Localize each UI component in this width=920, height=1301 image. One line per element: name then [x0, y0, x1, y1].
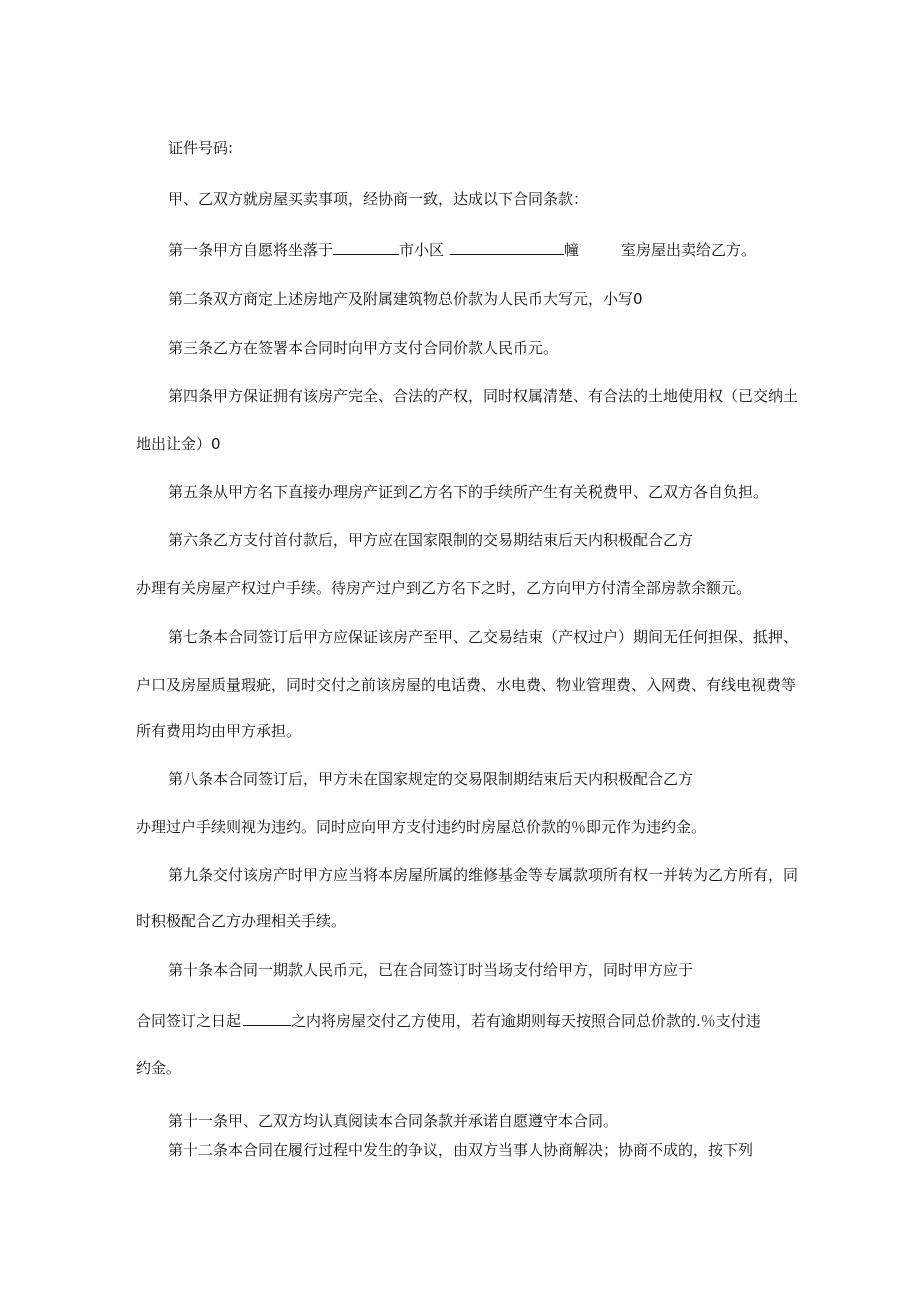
- article-8-line2: 办理过户手续则视为违约。同时应向甲方支付违约时房屋总价款的％即元作为违约金。: [136, 818, 707, 836]
- article-10-line2-part2: 之内将房屋交付乙方使用，若有逾期则每天按照合同总价款的.％支付违: [291, 1012, 761, 1030]
- article-10-line3: 约金。: [136, 1059, 182, 1077]
- article-9-line2: 时积极配合乙方办理相关手续。: [136, 912, 347, 930]
- location-blank[interactable]: [333, 239, 399, 255]
- article-5: 第五条从甲方名下直接办理房产证到乙方名下的手续所产生有关税费甲、乙双方各自负担。: [168, 483, 769, 501]
- intro-paragraph: 甲、乙双方就房屋买卖事项，经协商一致，达成以下合同条款：: [168, 190, 589, 208]
- delivery-period-blank[interactable]: [243, 1010, 291, 1026]
- article-3: 第三条乙方在签署本合同时向甲方支付合同价款人民币元。: [168, 339, 559, 357]
- article-11: 第十一条甲、乙双方均认真阅读本合同条款并承诺自愿遵守本合同。: [168, 1112, 619, 1130]
- article-1: [168, 239, 756, 260]
- article-10-line2: [136, 1010, 761, 1031]
- article-1-part1: 第一条甲方自愿将坐落于: [168, 241, 334, 259]
- article-2: 第二条双方商定上述房地产及附属建筑物总价款为人民币大写元，小写0: [168, 290, 643, 308]
- article-9-line1: 第九条交付该房产时甲方应当将本房屋所属的维修基金等专属款项所有权一并转为乙方所有，同: [168, 866, 799, 884]
- article-12: 第十二条本合同在履行过程中发生的争议，由双方当事人协商解决；协商不成的，按下列: [168, 1141, 754, 1159]
- article-4-line2: 地出让金）0: [136, 435, 221, 453]
- id-number-label: 证件号码:: [168, 139, 234, 157]
- article-1-part2: 市小区: [399, 241, 445, 259]
- article-6-line2: 办理有关房屋产权过户手续。待房产过户到乙方名下之时，乙方向甲方付清全部房款余额元。: [136, 579, 752, 597]
- article-4-line1: 第四条甲方保证拥有该房产完全、合法的产权，同时权属清楚、有合法的土地使用权（已交纳土: [168, 387, 799, 405]
- article-1-part3: 幢: [564, 241, 580, 259]
- article-1-part4: 室房屋出卖给乙方。: [621, 241, 757, 259]
- article-7-line2: 户口及房屋质量瑕疵，同时交付之前该房屋的电话费、水电费、物业管理费、入网费、有线电视费等: [136, 676, 797, 694]
- article-7-line3: 所有费用均由甲方承担。: [136, 722, 302, 740]
- article-8-line1: 第八条本合同签订后，甲方未在国家规定的交易限制期结束后天内积极配合乙方: [168, 770, 694, 788]
- community-blank[interactable]: [450, 239, 564, 255]
- article-7-line1: 第七条本合同签订后甲方应保证该房产至甲、乙交易结束（产权过户）期间无任何担保、抵押、: [168, 628, 799, 646]
- article-10-line2-part1: 合同签订之日起: [136, 1012, 242, 1030]
- article-6-line1: 第六条乙方支付首付款后，甲方应在国家限制的交易期结束后天内积极配合乙方: [168, 531, 694, 549]
- article-10-line1: 第十条本合同一期款人民币元，已在合同签订时当场支付给甲方，同时甲方应于: [168, 961, 694, 979]
